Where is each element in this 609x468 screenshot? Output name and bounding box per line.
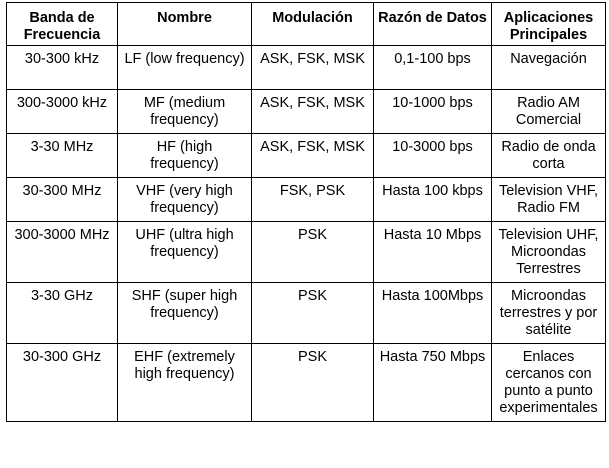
cell-frequency-band: 3-30 MHz	[7, 134, 118, 178]
header-name: Nombre	[118, 3, 252, 46]
cell-name: SHF (super high frequency)	[118, 283, 252, 344]
cell-data-rate: Hasta 100 kbps	[374, 178, 492, 222]
table-row	[7, 90, 606, 134]
cell-applications: Television UHF, Microondas Terrestres	[492, 222, 606, 283]
cell-applications: Enlaces cercanos con punto a punto experimentales	[492, 344, 606, 422]
cell-name: UHF (ultra high frequency)	[118, 222, 252, 283]
cell-frequency-band: 300-3000 MHz	[7, 222, 118, 283]
cell-name: VHF (very high frequency)	[118, 178, 252, 222]
table-row	[7, 46, 606, 90]
cell-applications: Television VHF, Radio FM	[492, 178, 606, 222]
cell-name: EHF (extremely high frequency)	[118, 344, 252, 422]
cell-data-rate: 10-1000 bps	[374, 90, 492, 134]
header-row	[7, 3, 606, 46]
cell-modulation: PSK	[252, 222, 374, 283]
cell-data-rate: Hasta 750 Mbps	[374, 344, 492, 422]
cell-frequency-band: 300-3000 kHz	[7, 90, 118, 134]
header-modulation: Modulación	[252, 3, 374, 46]
table-row	[7, 134, 606, 178]
cell-name: LF (low frequency)	[118, 46, 252, 90]
cell-data-rate: 10-3000 bps	[374, 134, 492, 178]
table-row	[7, 344, 606, 422]
cell-frequency-band: 30-300 MHz	[7, 178, 118, 222]
cell-modulation: ASK, FSK, MSK	[252, 46, 374, 90]
header-main-applications: Aplicaciones Principales	[492, 3, 606, 46]
cell-applications: Microondas terrestres y por satélite	[492, 283, 606, 344]
frequency-bands-table	[6, 2, 606, 422]
table-row	[7, 222, 606, 283]
cell-modulation: ASK, FSK, MSK	[252, 90, 374, 134]
table-row	[7, 283, 606, 344]
cell-applications: Radio AM Comercial	[492, 90, 606, 134]
table-row	[7, 178, 606, 222]
cell-modulation: PSK	[252, 344, 374, 422]
cell-applications: Navegación	[492, 46, 606, 90]
cell-data-rate: Hasta 10 Mbps	[374, 222, 492, 283]
cell-frequency-band: 3-30 GHz	[7, 283, 118, 344]
cell-modulation: ASK, FSK, MSK	[252, 134, 374, 178]
cell-applications: Radio de onda corta	[492, 134, 606, 178]
header-frequency-band: Banda de Frecuencia	[7, 3, 118, 46]
cell-frequency-band: 30-300 kHz	[7, 46, 118, 90]
cell-frequency-band: 30-300 GHz	[7, 344, 118, 422]
cell-modulation: PSK	[252, 283, 374, 344]
header-data-rate: Razón de Datos	[374, 3, 492, 46]
cell-modulation: FSK, PSK	[252, 178, 374, 222]
cell-data-rate: Hasta 100Mbps	[374, 283, 492, 344]
cell-data-rate: 0,1-100 bps	[374, 46, 492, 90]
cell-name: MF (medium frequency)	[118, 90, 252, 134]
cell-name: HF (high frequency)	[118, 134, 252, 178]
